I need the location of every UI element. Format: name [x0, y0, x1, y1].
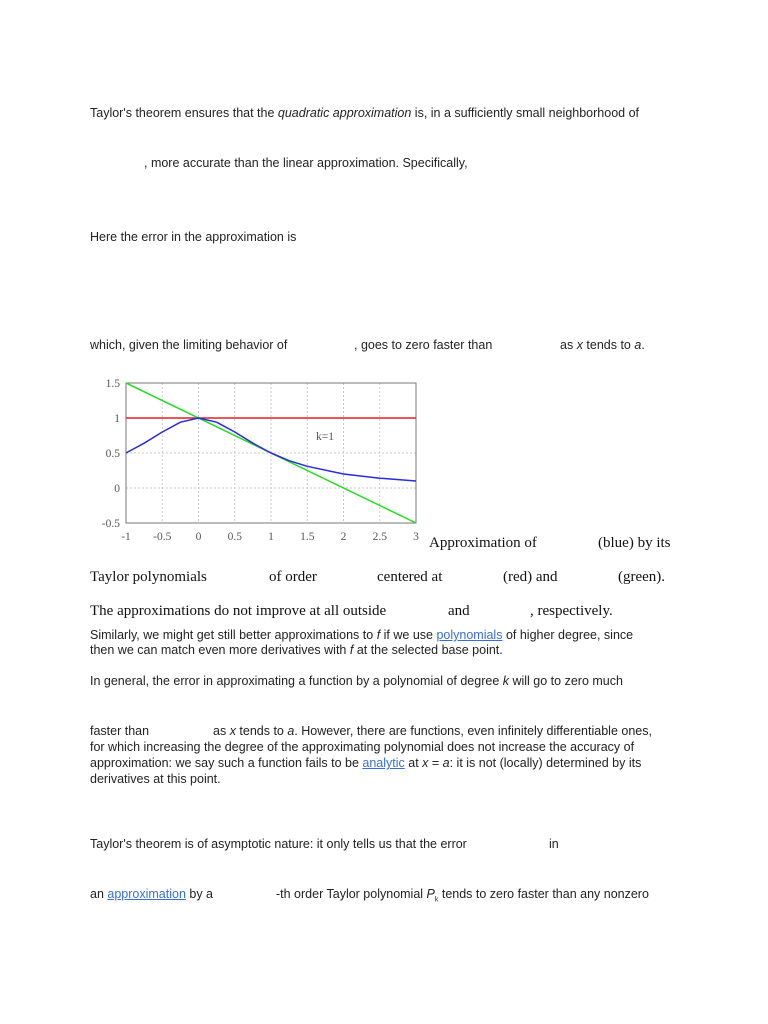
x-tick-label: 1.5 [300, 531, 315, 543]
y-tick-label: 0.5 [105, 448, 120, 460]
x-tick-label: 3 [413, 531, 419, 543]
analytic-link[interactable]: analytic [362, 756, 405, 770]
x-tick-label: -1 [121, 531, 131, 543]
paragraph-accuracy: , more accurate than the linear approximation. Specifically, [144, 156, 468, 170]
x-tick-label: 0 [195, 531, 202, 543]
paragraph-higher-degree: Similarly, we might get still better approximations to f if we use polynomials of higher degree, since [90, 628, 634, 642]
polynomials-link[interactable]: polynomials [436, 628, 503, 642]
quadratic-approximation-term: quadratic approximation [277, 106, 412, 120]
chart-annotation-k1: k=1 [316, 431, 334, 443]
y-tick-labels [102, 378, 120, 530]
x-tick-label: -0.5 [153, 531, 172, 543]
paragraph-analytic-line-2: for which increasing the degree of the approximating polynomial does not increase the accuracy of [90, 740, 635, 754]
paragraph-quadratic-intro: Taylor's theorem ensures that the quadratic approximation is, in a sufficiently small neighborhood of [90, 106, 640, 120]
y-tick-label: 0 [114, 483, 120, 495]
x-tick-labels [121, 531, 419, 543]
paragraph-higher-degree-line-2: then we can match even more derivatives with f at the selected base point. [90, 643, 503, 657]
x-tick-label: 2 [340, 531, 347, 543]
paragraph-analytic-line-4: derivatives at this point. [90, 772, 221, 786]
paragraph-analytic-line-3: approximation: we say such a function fails to be analytic at x = a: it is not (locally) determined by its [90, 756, 642, 770]
paragraph-error-intro: Here the error in the approximation is [90, 230, 297, 244]
x-tick-label: 1 [268, 531, 274, 543]
y-tick-label: 1.5 [105, 378, 120, 390]
taylor-approximation-chart [88, 372, 428, 544]
approximation-link[interactable]: approximation [107, 887, 186, 901]
x-tick-label: 0.5 [227, 531, 242, 543]
y-tick-label: -0.5 [101, 518, 120, 530]
paragraph-general-error: In general, the error in approximating a function by a polynomial of degree k will go to zero much [90, 674, 623, 688]
x-tick-label: 2.5 [372, 531, 387, 543]
y-tick-label: 1 [114, 413, 120, 425]
